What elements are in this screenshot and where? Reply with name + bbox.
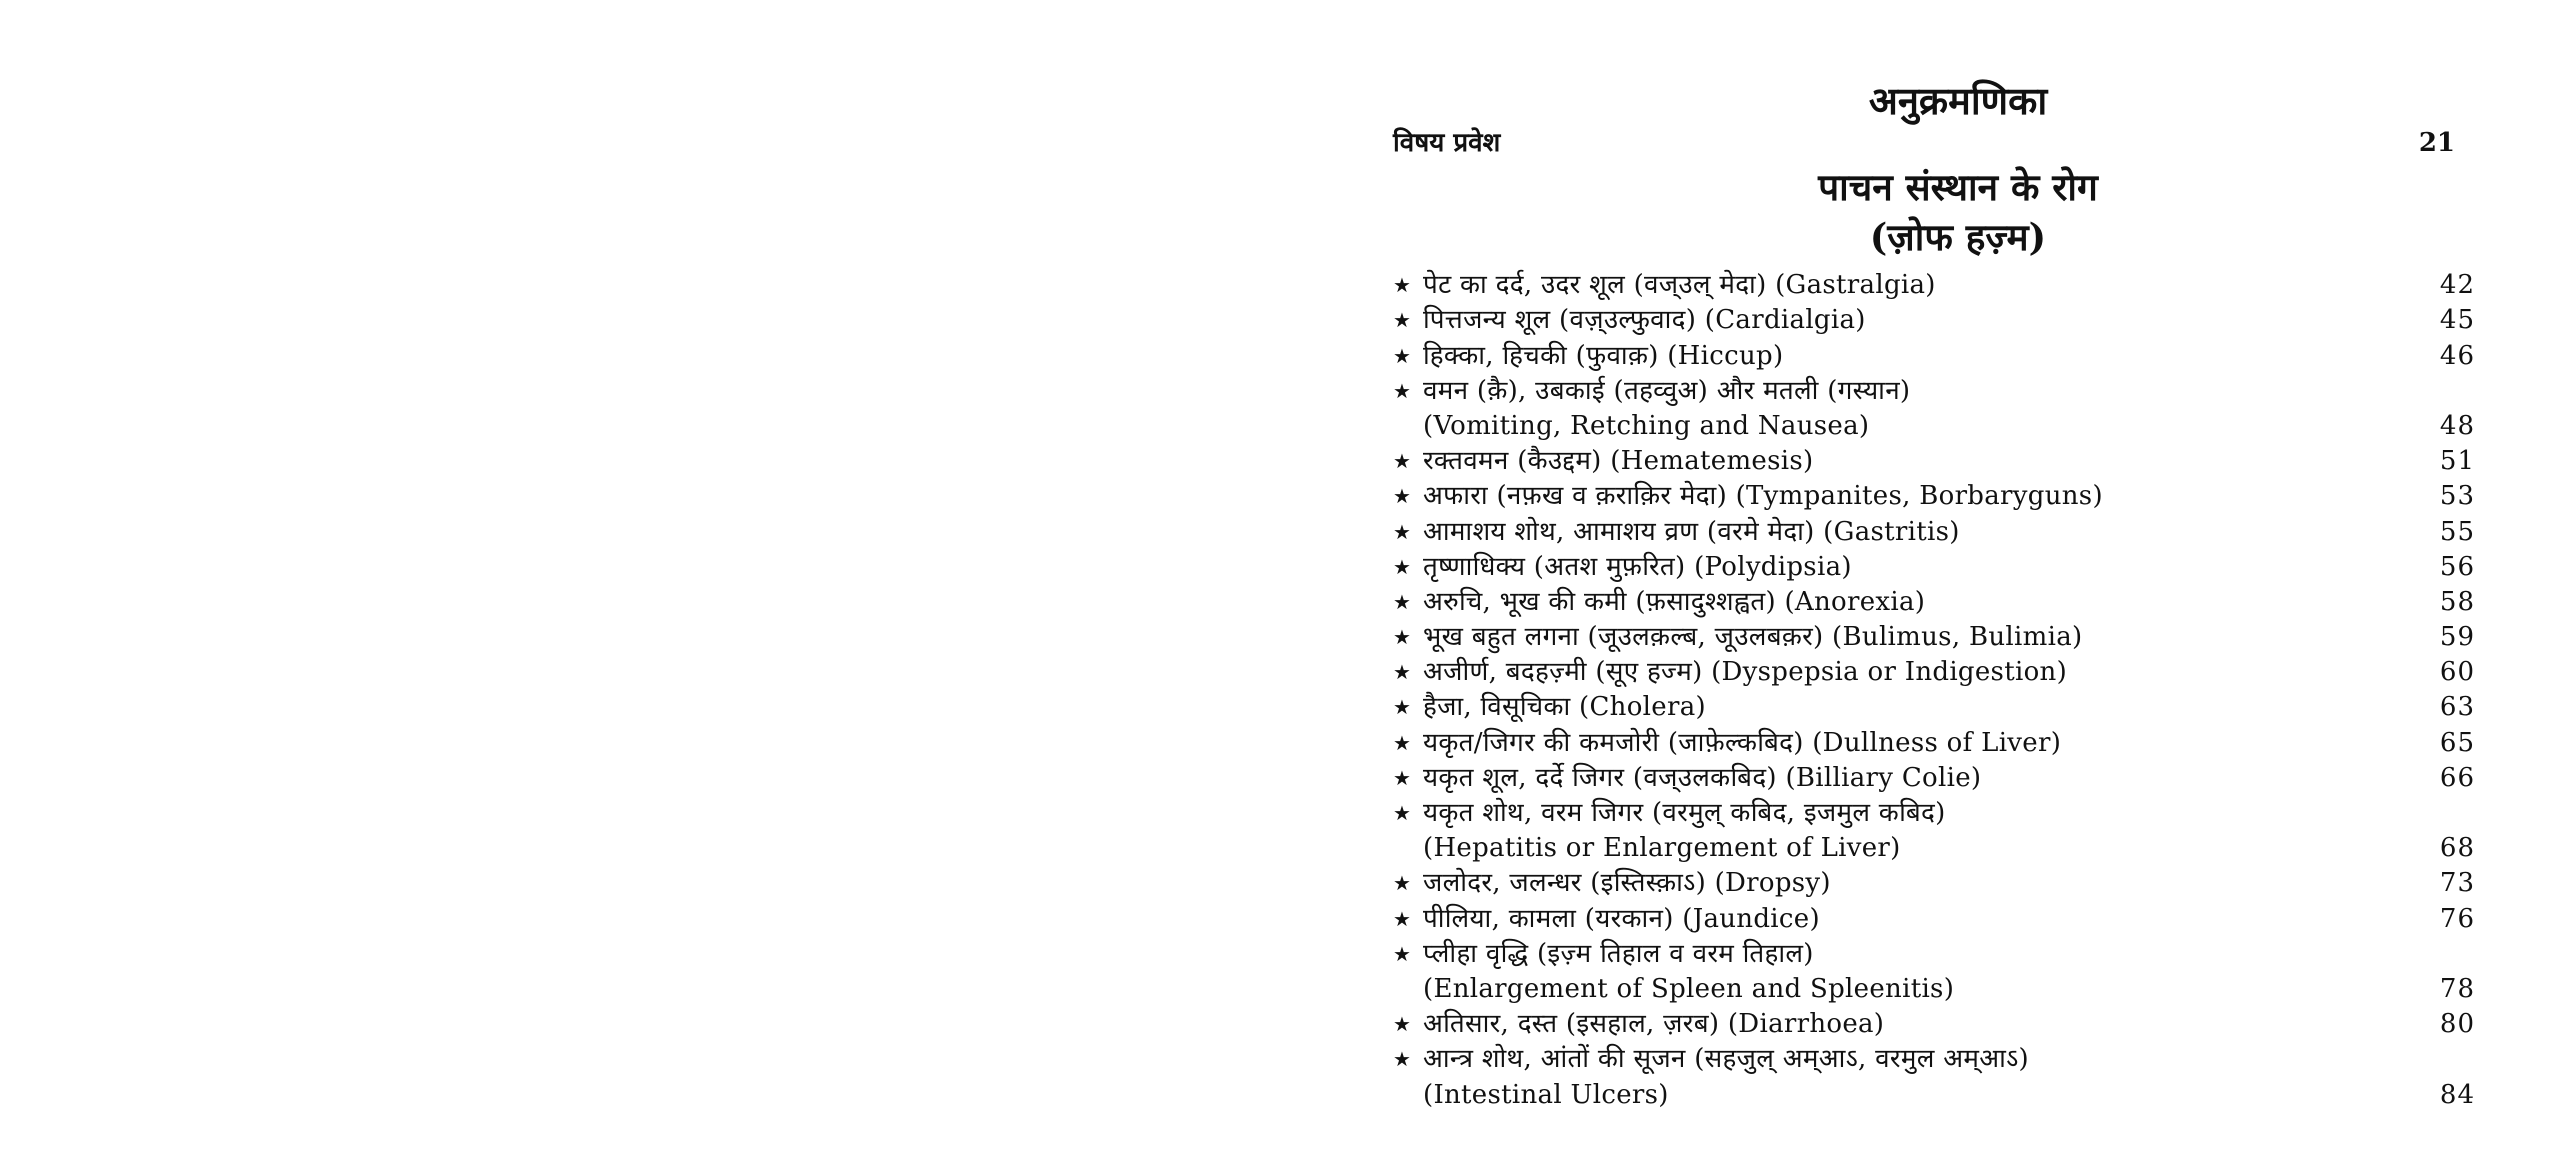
section-title: पाचन संस्थान के रोग xyxy=(1818,165,2098,209)
entry-text: (Hepatitis or Enlargement of Liver) xyxy=(1423,833,1901,864)
toc-entry xyxy=(1393,972,2483,1007)
entry-text: अतिसार, दस्त (इसहाल, ज़रब) (Diarrhoea) xyxy=(1423,1009,1885,1040)
entry-text: अजीर्ण, बदहज़्मी (सूए हज्म) (Dyspepsia or Indigestion) xyxy=(1423,657,2068,688)
star-bullet-icon: ★ xyxy=(1393,941,1411,966)
star-bullet-icon: ★ xyxy=(1393,273,1411,298)
toc-entry xyxy=(1393,268,2483,303)
entry-text: आन्त्र शोथ, आंतों की सूजन (सहजुल् अम्आऽ, वरमुल अम्आऽ) xyxy=(1423,1044,2029,1075)
toc-entry xyxy=(1393,937,2483,972)
star-bullet-icon: ★ xyxy=(1393,765,1411,790)
section-subtitle: (ज़ोफ हज़्म) xyxy=(1869,215,2047,259)
entry-page-number: 56 xyxy=(2439,551,2475,582)
toc-entry xyxy=(1393,409,2483,444)
entry-text: पेट का दर्द, उदर शूल (वज्उल् मेदा) (Gastralgia) xyxy=(1423,270,1936,301)
entries-list xyxy=(1393,268,2483,1113)
toc-entry xyxy=(1393,690,2483,725)
entry-page-number: 55 xyxy=(2439,516,2475,547)
entry-text: यकृत शोथ, वरम जिगर (वरमुल् कबिद, इजमुल कबिद) xyxy=(1423,798,1946,828)
entry-text: यकृत शूल, दर्दे जिगर (वज्उलकबिद) (Billiary Colie) xyxy=(1423,762,1982,793)
entry-text: अफारा (नफ़ख व क़राक़िर मेदा) (Tympanites, Borbaryguns) xyxy=(1423,481,2103,512)
entry-page-number: 65 xyxy=(2439,727,2475,758)
entry-page-number: 66 xyxy=(2439,762,2475,793)
entry-text: आमाशय शोथ, आमाशय व्रण (वरमे मेदा) (Gastritis) xyxy=(1423,516,1960,547)
toc-entry xyxy=(1393,901,2483,936)
star-bullet-icon: ★ xyxy=(1393,625,1411,650)
star-bullet-icon: ★ xyxy=(1393,906,1411,931)
star-bullet-icon: ★ xyxy=(1393,730,1411,755)
toc-entry xyxy=(1393,303,2483,338)
toc-entry xyxy=(1393,796,2483,831)
entry-text: तृष्णाधिक्य (अतश मुफ़रित) (Polydipsia) xyxy=(1423,551,1852,582)
entry-page-number: 42 xyxy=(2439,270,2475,301)
toc-entry xyxy=(1393,655,2483,690)
entry-page-number: 53 xyxy=(2439,481,2475,512)
toc-entry xyxy=(1393,761,2483,796)
entry-page-number: 80 xyxy=(2439,1009,2475,1040)
star-bullet-icon: ★ xyxy=(1393,449,1411,474)
entry-text: रक्तवमन (कैउद्दम) (Hematemesis) xyxy=(1423,446,1814,477)
toc-entry xyxy=(1393,338,2483,373)
entry-page-number: 68 xyxy=(2439,833,2475,864)
star-bullet-icon: ★ xyxy=(1393,343,1411,368)
entry-text: (Intestinal Ulcers) xyxy=(1423,1079,1669,1110)
entry-text: प्लीहा वृद्धि (इज़्म तिहाल व वरम तिहाल) xyxy=(1423,938,1814,969)
entry-page-number: 48 xyxy=(2439,410,2475,441)
toc-entry xyxy=(1393,444,2483,479)
star-bullet-icon: ★ xyxy=(1393,871,1411,896)
entry-text: जलोदर, जलन्धर (इस्तिस्क़ाऽ) (Dropsy) xyxy=(1423,868,1831,899)
entry-text: (Enlargement of Spleen and Spleenitis) xyxy=(1423,973,1955,1004)
entry-page-number: 76 xyxy=(2439,903,2475,934)
entry-text: हिक्का, हिचकी (फुवाक़) (Hiccup) xyxy=(1423,340,1784,371)
star-bullet-icon: ★ xyxy=(1393,554,1411,579)
entry-page-number: 51 xyxy=(2439,446,2475,477)
toc-entry xyxy=(1393,479,2483,514)
entry-text: अरुचि, भूख की कमी (फ़सादुश्शह्वत) (Anorexia) xyxy=(1423,586,1926,617)
entry-page-number: 63 xyxy=(2439,692,2475,723)
entry-page-number: 45 xyxy=(2439,305,2475,336)
toc-entry xyxy=(1393,1077,2483,1112)
toc-entry xyxy=(1393,374,2483,409)
entry-text: पीलिया, कामला (यरकान) (Jaundice) xyxy=(1423,903,1820,934)
star-bullet-icon: ★ xyxy=(1393,660,1411,685)
toc-entry xyxy=(1393,831,2483,866)
toc-entry xyxy=(1393,620,2483,655)
intro-page-number: 21 xyxy=(2418,128,2455,158)
star-bullet-icon: ★ xyxy=(1393,695,1411,720)
star-bullet-icon: ★ xyxy=(1393,1047,1411,1072)
toc-entry xyxy=(1393,725,2483,760)
entry-text: (Vomiting, Retching and Nausea) xyxy=(1423,410,1870,441)
entry-text: भूख बहुत लगना (जूउलक़ल्ब, जूउलबक़र) (Bulimus, Bulimia) xyxy=(1423,622,2083,653)
entry-page-number: 46 xyxy=(2439,340,2475,371)
star-bullet-icon: ★ xyxy=(1393,589,1411,614)
entry-page-number: 60 xyxy=(2439,657,2475,688)
star-bullet-icon: ★ xyxy=(1393,378,1411,403)
toc-entry xyxy=(1393,514,2483,549)
entry-page-number: 58 xyxy=(2439,586,2475,617)
entry-page-number: 84 xyxy=(2439,1079,2475,1110)
star-bullet-icon: ★ xyxy=(1393,1012,1411,1037)
table-of-contents xyxy=(1393,72,2483,1113)
entry-page-number: 73 xyxy=(2439,868,2475,899)
page-title: अनुक्रमणिका xyxy=(1868,78,2048,123)
star-bullet-icon: ★ xyxy=(1393,801,1411,825)
entry-page-number: 59 xyxy=(2439,622,2475,653)
entry-text: हैजा, विसूचिका (Cholera) xyxy=(1423,692,1706,723)
entry-page-number: 78 xyxy=(2439,973,2475,1004)
entry-text: वमन (क़ै), उबकाई (तहव्वुअ) और मतली (गस्यान) xyxy=(1423,375,1911,406)
star-bullet-icon: ★ xyxy=(1393,484,1411,509)
toc-entry xyxy=(1393,550,2483,585)
entry-text: यकृत/जिगर की कमजोरी (जाफ़ेल्कबिद) (Dullness of Liver) xyxy=(1423,727,2062,758)
entry-text: पित्तजन्य शूल (वज़्उल्फुवाद) (Cardialgia) xyxy=(1423,305,1866,336)
star-bullet-icon: ★ xyxy=(1393,308,1411,333)
toc-entry xyxy=(1393,1007,2483,1042)
toc-entry xyxy=(1393,866,2483,901)
star-bullet-icon: ★ xyxy=(1393,519,1411,544)
toc-entry xyxy=(1393,585,2483,620)
intro-label: विषय प्रवेश xyxy=(1393,128,1501,158)
toc-entry xyxy=(1393,1042,2483,1077)
